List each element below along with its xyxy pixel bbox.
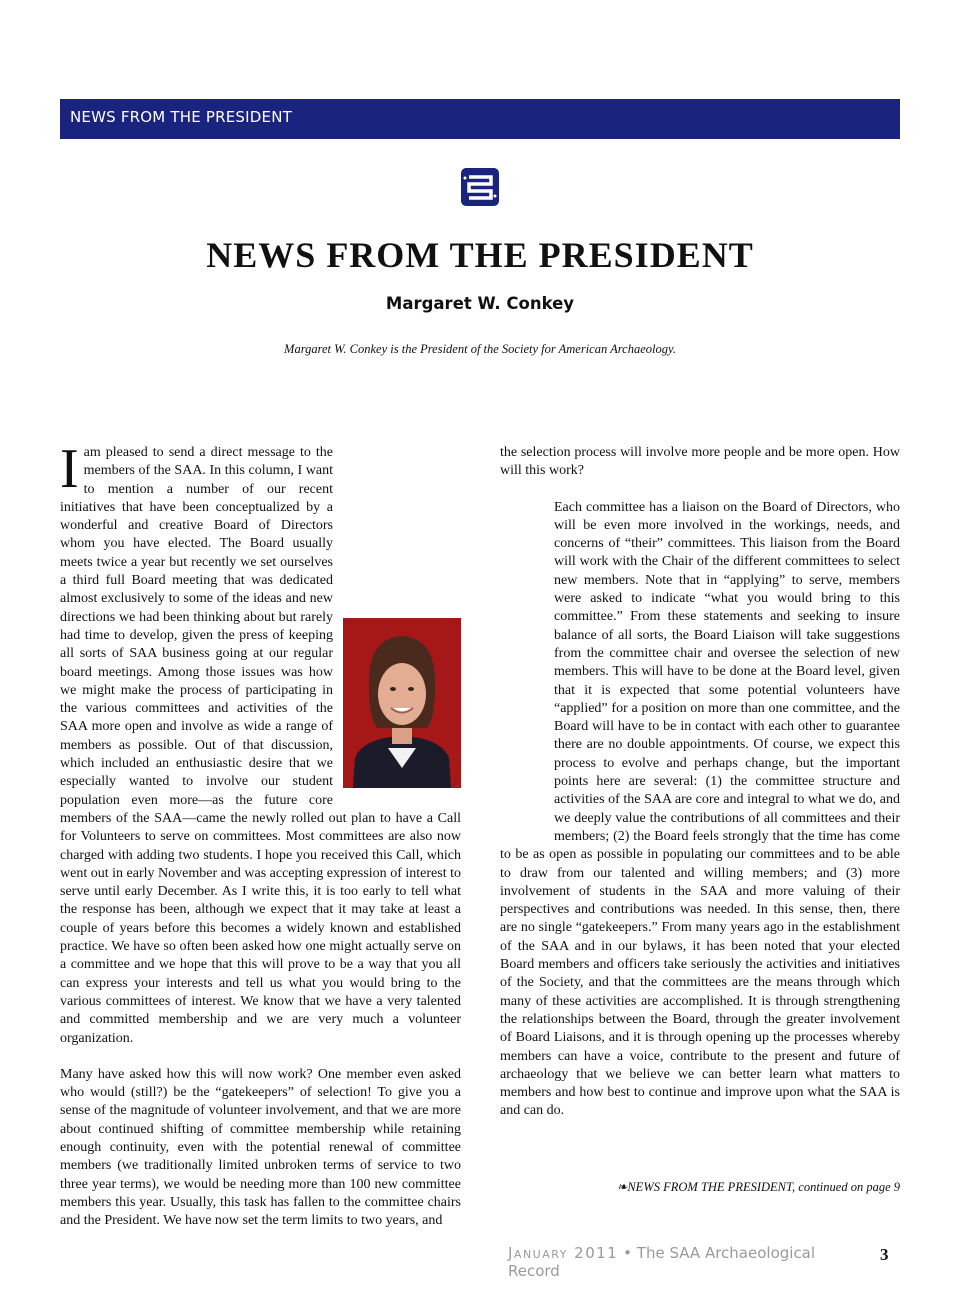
fleuron-icon: ❧ (616, 1180, 628, 1194)
photo-wrap-spacer (500, 635, 554, 835)
footer-issue-date: January 2011 (508, 1244, 619, 1262)
author-portrait-illustration (343, 618, 461, 788)
section-banner-label: NEWS FROM THE PRESIDENT (70, 108, 292, 126)
intro-paragraph-text: am pleased to send a direct message to the members of the SAA. In this column, I want to mention a number of our recent initiatives that have been conceptualized by a wonderful and creative Board of Directors whom you have elected. The Board usually meets twice a year but recently we set ourselves a third full Board meeting that was dedicated almost exclusively to some of the ideas and new directions we had been thinking about but rarely had time to develop, given the press of keeping all sorts of SAA business going at our regular board meetings. Among those issues was how we might make the process of participating in the various committees and activities of the SAA more open and involve as wide a range of members as possible. Out of that discussion, which included an enthusiastic desire that we especially wanted to involve our student population even more—as the future core members of the SAA—came the newly rolled out plan to have a Call for Volunteers to serve on committees. Most committees are also now charged with adding two students. I hope you received this Call, which went out in early November and was accepting expression of interest to serve until early December. As I write this, it is too early to tell what the response has been, although we expect that it may take at least a couple of years before this becomes a widely known and established practice. We have so often been asked how one might actually serve on a committee and we hope that this will prove to be a way that you all can express your interests and tell us what you would bring to the various committees of interest. We know that we have a very talented and committed membership and we are very much a volunteer organization. (60, 445, 461, 1046)
drop-cap: I (60, 438, 79, 500)
footer-publication: The SAA Archaeological Record (508, 1244, 816, 1280)
continued-note (500, 1179, 900, 1195)
saa-logo-icon (458, 165, 502, 209)
article-author: Margaret W. Conkey (385, 294, 575, 313)
continued-note-text: NEWS FROM THE PRESIDENT, continued on page 9 (627, 1180, 900, 1194)
footer-bullet: • (623, 1244, 632, 1262)
paragraph-committee-liaison: Each committee has a liaison on the Board of Directors, who will be even more involved in the workings, needs, and concerns of “their” committees. This liaison from the Board will work with the Chair of the different committees to select new members. Note that in “applying” to serve, members were asked to indicate “what you would bring to this committee.” From these statements and seeking to insure balance of all sorts, the Board Liaison will take suggestions from the committee chair and oversee the selection of new members. This will have to be done at the Board level, given that it is expected that some potential volunteers have “applied” for a position on more than one committee, and the Board will have to be in contact with each other to guarantee there are no double appointments. Of course, we expect this process to evolve and perhaps change, but the important points here are several: (1) the committee structure and activities of the SAA are core and integral to what we do, and we deeply value the contributions of all committees and their members; (2) the Board feels strongly that the time has come to be as open as possible in populating our committees and to be able to draw from our talented and willing members; and (3) more involvement of students in the SAA and more valuing of their perspectives and contributions was needed. In this sense, then, there are no single “gatekeepers.” From many years ago in the establishment of the SAA and in our bylaws, it has been noted that your elected Board members and officers take seriously the activities and initiatives of the Society, and that the committees are the means through which many of these activities are accomplished. It is through strengthening the relationships between the Board, through the greater involvement of Board Liaisons, and it is through opening up the processes whereby members can have a voice, contribute to the present and future of archaeology that we believe we can better learn what matters to members and how best to continue and improve upon what the SAA is and can do. (500, 499, 900, 1119)
author-note: Margaret W. Conkey is the President of the Society for American Archaeology. (284, 342, 676, 356)
paragraph-continued: the selection process will involve more people and be more open. How will this work? (500, 445, 900, 479)
section-banner (60, 99, 900, 139)
page-number: 3 (880, 1245, 889, 1264)
article-title: NEWS FROM THE PRESIDENT (206, 235, 754, 275)
page-footer (508, 1244, 848, 1280)
author-photo (343, 618, 461, 788)
article-column-right (500, 444, 900, 1164)
paragraph-two: Many have asked how this will now work? One member even asked who would (still?) be the “gatekeepers” of selection! To give you a sense of the magnitude of volunteer involvement, and that we are more about continued shifting of committee membership while retaining enough continuity, even with the potential renewal of committee members (we traditionally limited unbroken terms of service to two three year terms), we would be needing more than 100 new committee members this year. Usually, this task has fallen to the committee chairs and the President. We have now set the term limits to two years, and (60, 1066, 461, 1229)
article-column-left (60, 438, 461, 1229)
